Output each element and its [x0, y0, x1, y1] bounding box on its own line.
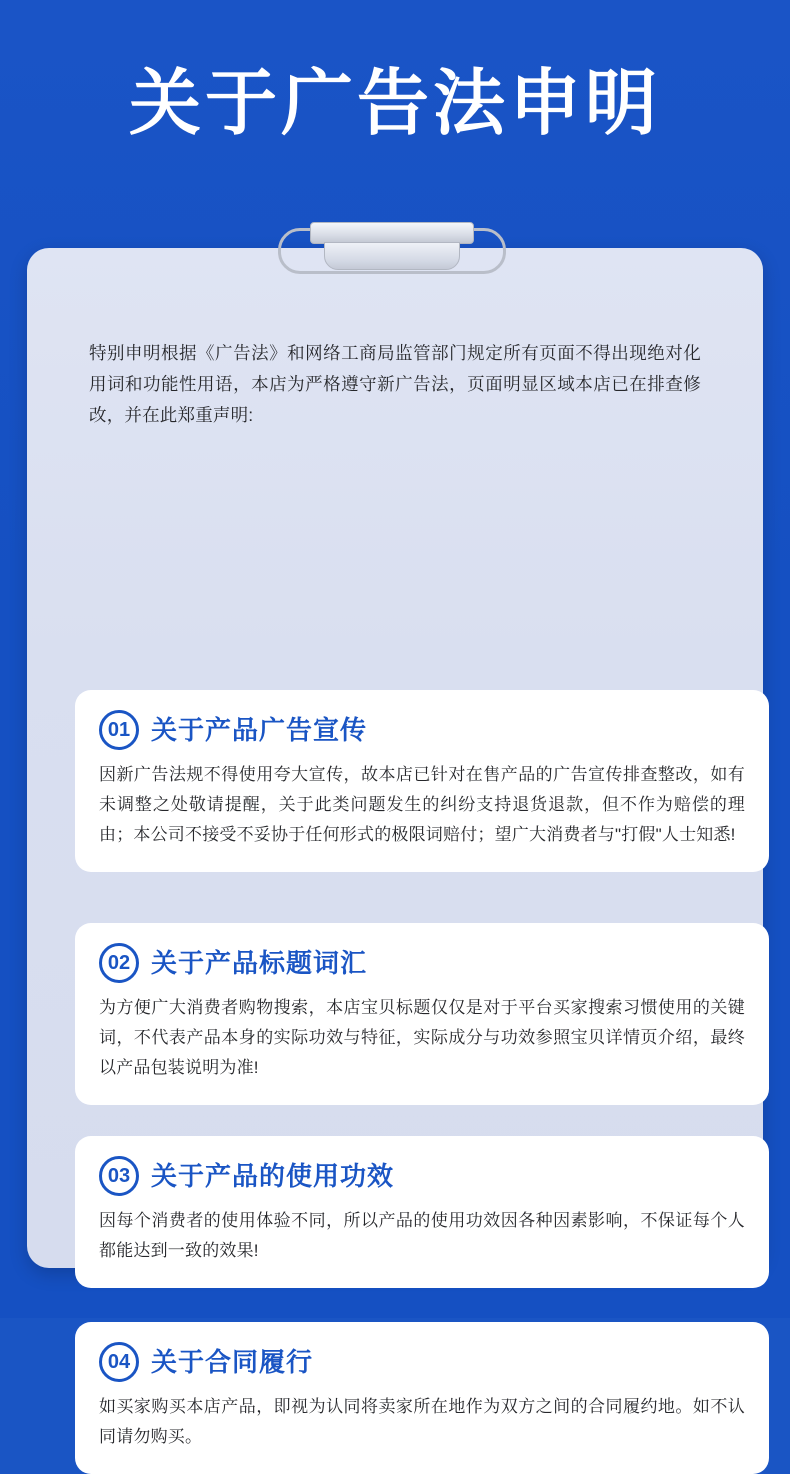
section-body-3: 因每个消费者的使用体验不同，所以产品的使用功效因各种因素影响，不保证每个人都能达到一致的效果!	[99, 1211, 745, 1260]
clipboard-clip-icon	[278, 222, 506, 282]
clip-body-shape	[324, 242, 460, 270]
section-header-2	[99, 943, 745, 983]
section-number-badge-3: 03	[99, 1156, 139, 1196]
intro-paragraph: 特别申明根据《广告法》和网络工商局监管部门规定所有页面不得出现绝对化用词和功能性用语，本店为严格遵守新广告法，页面明显区域本店已在排查修改，并在此郑重声明:	[89, 343, 701, 425]
section-body-4: 如买家购买本店产品，即视为认同将卖家所在地作为双方之间的合同履约地。如不认同请勿购买。	[99, 1397, 745, 1446]
page-title: 关于广告法申明	[128, 64, 661, 144]
clipboard-board	[27, 248, 763, 1446]
section-card-3	[75, 1136, 769, 1288]
section-header-4	[99, 1342, 745, 1382]
section-number-badge-1: 01	[99, 710, 139, 750]
page-title-container	[0, 62, 790, 146]
section-header-3	[99, 1156, 745, 1196]
section-title-3: 关于产品的使用功效	[151, 1161, 395, 1191]
section-card-4	[75, 1322, 769, 1474]
section-body-1: 因新广告法规不得使用夸大宣传，故本店已针对在售产品的广告宣传排查整改，如有未调整之处敬请提醒，关于此类问题发生的纠纷支持退货退款，但不作为赔偿的理由；本公司不接受不妥协于任何形式的极限词赔付；望广大消费者与"打假"人士知悉!	[99, 765, 745, 844]
section-title-1: 关于产品广告宣传	[151, 715, 368, 745]
section-title-2: 关于产品标题词汇	[151, 948, 368, 978]
section-card-2	[75, 923, 769, 1105]
section-body-2: 为方便广大消费者购物搜索，本店宝贝标题仅仅是对于平台买家搜索习惯使用的关键词，不代表产品本身的实际功效与特征，实际成分与功效参照宝贝详情页介绍，最终以产品包装说明为准!	[99, 998, 745, 1077]
section-header-1	[99, 710, 745, 750]
clip-plate-shape	[310, 222, 474, 244]
section-number-badge-2: 02	[99, 943, 139, 983]
section-card-1	[75, 690, 769, 872]
section-number-badge-4: 04	[99, 1342, 139, 1382]
section-title-4: 关于合同履行	[151, 1347, 314, 1377]
